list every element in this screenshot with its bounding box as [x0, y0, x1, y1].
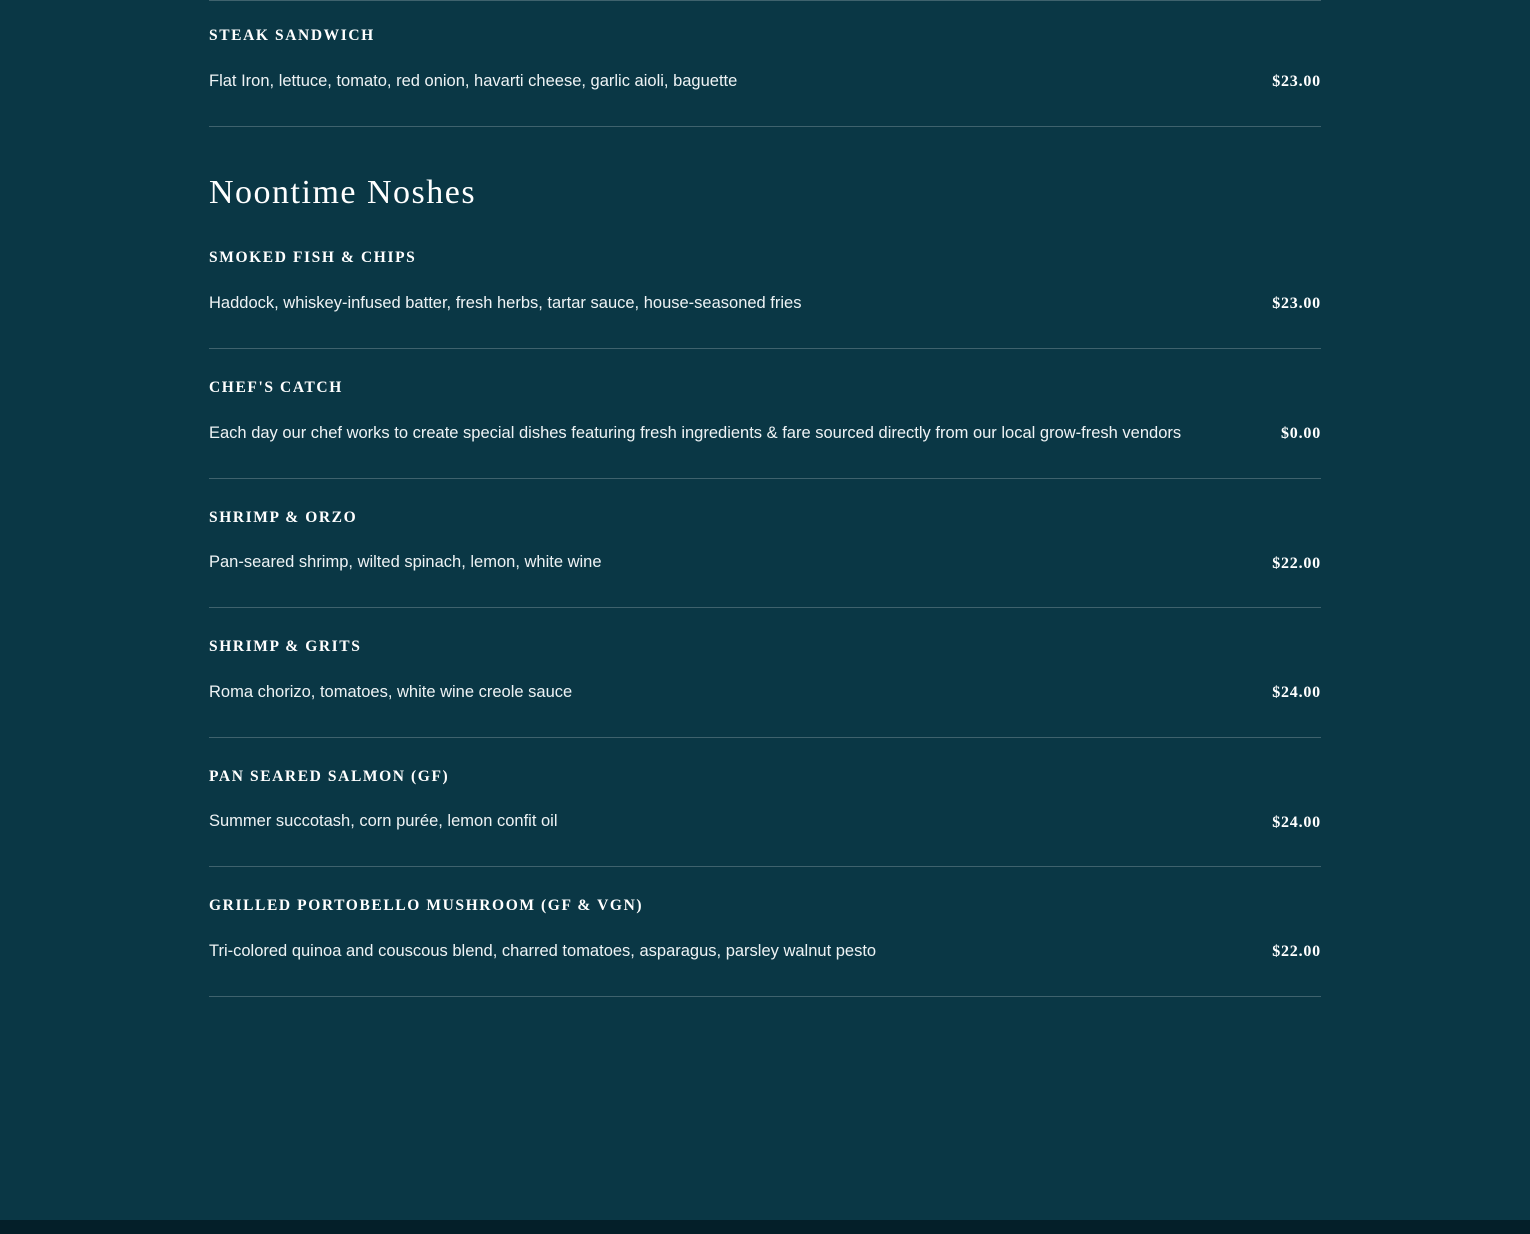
menu-item-description: Tri-colored quinoa and couscous blend, charred tomatoes, asparagus, parsley walnut pesto [209, 942, 877, 961]
menu-item-description: Flat Iron, lettuce, tomato, red onion, havarti cheese, garlic aioli, baguette [209, 71, 738, 90]
menu-item-price: $22.00 [1272, 943, 1321, 961]
menu-item-name: STEAK SANDWICH [209, 27, 375, 44]
menu-item-name: SHRIMP & ORZO [209, 508, 358, 526]
menu-section [209, 127, 1321, 232]
menu-item[interactable] [209, 738, 1321, 867]
menu-column [209, 0, 1321, 997]
menu-item-description: Each day our chef works to create special dishes featuring fresh ingredients & fare sourced directly from our local grow-fresh vendors [209, 423, 1182, 442]
menu-item-name: SMOKED FISH & CHIPS [209, 249, 417, 267]
item-divider [209, 996, 1321, 997]
menu-item-price: $23.00 [1272, 295, 1321, 313]
menu-item-name: PAN SEARED SALMON (GF) [209, 767, 450, 785]
menu-item-description: Haddock, whiskey-infused batter, fresh herbs, tartar sauce, house-seasoned fries [209, 294, 802, 312]
menu-item[interactable] [209, 1, 1321, 126]
menu-item-description: Summer succotash, corn purée, lemon confit oil [209, 812, 558, 831]
menu-item[interactable] [209, 479, 1321, 608]
menu-item-description: Roma chorizo, tomatoes, white wine creole sauce [209, 682, 573, 701]
menu-item[interactable] [209, 349, 1321, 478]
menu-item-price: $23.00 [1272, 73, 1321, 90]
menu-item-name: GRILLED PORTOBELLO MUSHROOM (GF & VGN) [209, 897, 644, 915]
menu-item[interactable] [209, 608, 1321, 737]
footer-bar [0, 1220, 1530, 1234]
menu-item-description: Pan-seared shrimp, wilted spinach, lemon, white wine [209, 553, 602, 572]
section-heading: Noontime Noshes [209, 173, 477, 211]
menu-item[interactable] [209, 231, 1321, 348]
menu-item[interactable] [209, 867, 1321, 996]
menu-item-price: $24.00 [1272, 813, 1321, 831]
menu-item-price: $24.00 [1272, 684, 1321, 702]
menu-item-price: $22.00 [1272, 554, 1321, 572]
menu-item-name: SHRIMP & GRITS [209, 638, 362, 656]
menu-item-name: CHEF'S CATCH [209, 379, 343, 397]
menu-item-price: $0.00 [1281, 425, 1321, 443]
